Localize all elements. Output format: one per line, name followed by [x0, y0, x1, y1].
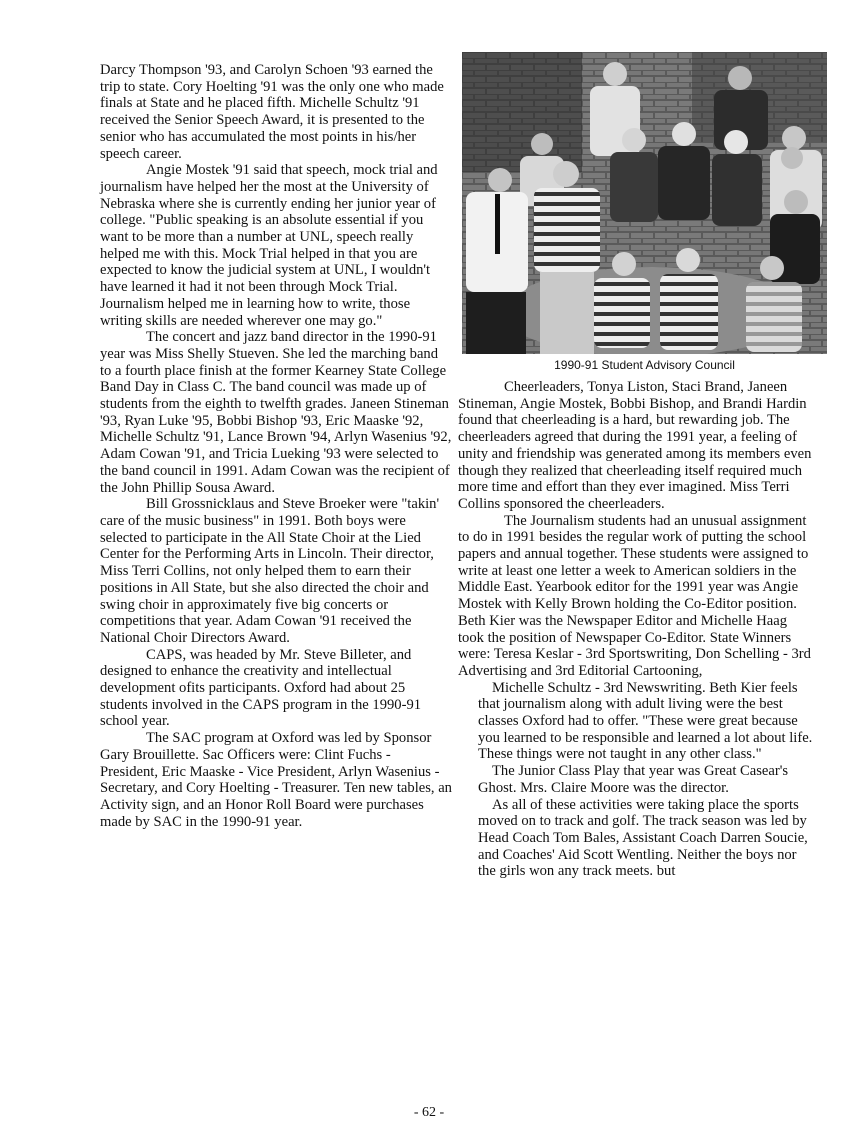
group-photo-illustration: [462, 52, 827, 354]
group-photo: [462, 52, 827, 354]
right-text-column: [458, 379, 816, 880]
paragraph: Darcy Thompson '93, and Carolyn Schoen '93 earned the trip to state. Cory Hoelting '91 was the only one who made finals at State and he placed fifth. Michelle Schultz '91 received the Senior Speech Award, it is presented to the senior who has accumulated the most points in his/her speech career.: [100, 62, 444, 162]
left-text-column: [100, 62, 452, 830]
paragraph: Angie Mostek '91 said that speech, mock trial and journalism have helped her the most at the University of Nebraska where she is currently ending her junior year of college. "Public speaking is an absolute essential if you want to be more than a number at UNL, speech really helped me with this. Mock Trial helped in that you are expected to know the judicial system at UNL, I wouldn't have learned it had it not been through Mock Trial. Journalism helped me in learning how to write, those writing skills are needed wherever one may go.": [100, 162, 438, 329]
photo-caption: 1990-91 Student Advisory Council: [554, 358, 735, 372]
paragraph: The Journalism students had an unusual assignment to do in 1991 besides the regular work of putting the school papers and annual together. These students were assigned to write at least one letter a week to American soldiers in the Middle East. Yearbook editor for the 1991 year was Angie Mostek with Kelly Brown holding the Co-Editor position. Beth Kier was the Newspaper Editor and Michelle Haag took the position of Newspaper Co-Editor. State Winners were: Teresa Keslar - 3rd Sportswriting, Don Schelling - 3rd Advertising and 3rd Editorial Cartooning,: [458, 512, 811, 679]
paragraph: Bill Grossnicklaus and Steve Broeker were "takin' care of the music business" in 1991. Both boys were selected to participate in the All State Choir at the Lied Center for the Performing Arts in Lincoln. Their director, Miss Terri Collins, not only helped them to earn their positions in All State, but she also directed the choir and swing choir in approximately five big concerts or competitions that year. Adam Cowan '91 received the National Choir Directors Award.: [100, 496, 440, 646]
paragraph: The SAC program at Oxford was led by Sponsor Gary Brouillette. Sac Officers were: Clint Fuchs - President, Eric Maaske - Vice President, Arlyn Wasenius - Secretary, and Cory Hoelting - Treasurer. Ten new tables, an Activity sign, and an Honor Roll Board were purchases made by SAC in the 1990-91 year.: [100, 730, 452, 830]
paragraph: Michelle Schultz - 3rd Newswriting. Beth Kier feels that journalism along with adult living were the best classes Oxford had to offer. "These were great because you learned to be responsible and learned a lot about life. These things were not taught in any other class.": [478, 679, 813, 763]
page-number: - 62 -: [413, 1105, 445, 1120]
paragraph: The Junior Class Play that year was Great Casear's Ghost. Mrs. Claire Moore was the director.: [478, 763, 789, 796]
paragraph: CAPS, was headed by Mr. Steve Billeter, and designed to enhance the creativity and intellectual development ofits participants. Oxford had about 25 students involved in the CAPS program in the 1990-91 school year.: [100, 646, 422, 730]
paragraph: The concert and jazz band director in the 1990-91 year was Miss Shelly Stueven. She led the marching band to a fourth place finish at the former Kearney State College Band Day in Class C. The band council was made up of students from the eighth to twelfth grades. Janeen Stineman '93, Ryan Luke '95, Bobbi Bishop '93, Eric Maaske '92, Michelle Schultz '91, Lance Brown '94, Arlyn Wasenius '92, Adam Cowan '91, and Tricia Lueking '93 were selected to the band council in 1991. Adam Cowan was the recipient of the John Phillip Sousa Award.: [100, 329, 452, 496]
paragraph: Cheerleaders, Tonya Liston, Staci Brand, Janeen Stineman, Angie Mostek, Bobbi Bishop, and Brandi Hardin found that cheerleading is a hard, but rewarding job. The cheerleaders agreed that during the 1991 year, a feeling of unity and friendship was generated among its members even though they realized that cheerleading itself required much more time and effort than they ever imagined. Miss Terri Collins sponsored the cheerleaders.: [458, 379, 812, 512]
paragraph: As all of these activities were taking place the sports moved on to track and golf. The track season was led by Head Coach Tom Bales, Assistant Coach Darren Soucie, and Coaches' Aid Scott Wentling. Neither the boys nor the girls won any track meets. but: [478, 796, 808, 880]
